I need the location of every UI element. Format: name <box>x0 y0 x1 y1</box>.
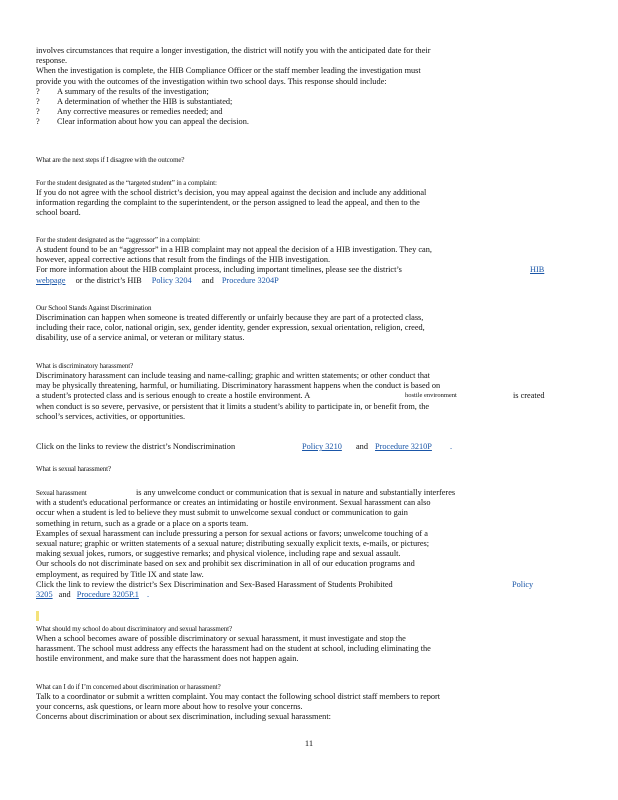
body-line: something in return, such as a grade or a place on a sports team. <box>36 518 249 528</box>
body-text: and <box>58 590 71 600</box>
bullet-marker: ? <box>36 86 40 96</box>
subheading: For the student designated as the “targeted student” in a complaint: <box>36 179 217 187</box>
aggressor-block <box>36 236 556 286</box>
body-line: making sexual jokes, rumors, or suggestive remarks; and physical violence, including rape and sexual assault. <box>36 549 401 559</box>
body-line: If you do not agree with the school district’s decision, you may appeal against the decision and include any additional <box>36 188 427 197</box>
body-text: . <box>450 442 453 451</box>
body-line: sexual nature; graphic or written statements of a sexual nature; distributing sexually explicit texts, e-mails, or pictures; <box>36 539 430 549</box>
more-info-text: For more information about the HIB complaint process, including important timelines, please see the district’s <box>36 265 402 275</box>
body-line: your concerns, ask questions, or learn more about how to resolve your concerns. <box>36 702 303 712</box>
body-line <box>36 590 556 600</box>
body-text: . <box>147 590 150 600</box>
intro-line: response. <box>36 56 68 66</box>
bullet-item <box>36 87 556 97</box>
procedure-3204p-link[interactable]: Procedure 3204P <box>221 275 279 285</box>
bullet-text: Clear information about how you can appeal the decision. <box>57 117 249 127</box>
bullet-marker: ? <box>36 97 40 107</box>
body-line: hostile environment, and make sure that the harassment does not happen again. <box>36 654 299 664</box>
body-line: Our schools do not discriminate based on sex and prohibit sex discrimination in all of our education programs and <box>36 559 415 569</box>
bullet-item <box>36 117 556 127</box>
body-text: is created <box>513 391 545 401</box>
body-text: or the district’s HIB <box>75 275 142 285</box>
bullet-item <box>36 107 556 117</box>
body-line <box>36 488 556 498</box>
body-line <box>36 442 556 452</box>
procedure-3210p-link[interactable]: Procedure 3210P <box>375 442 432 451</box>
targeted-block <box>36 179 556 219</box>
intro-section <box>36 46 556 128</box>
hostile-environment-term: hostile environment <box>405 392 457 400</box>
body-line: may be physically threatening, harmful, or humiliating. Discriminatory harassment happens when the conduct is based on <box>36 381 441 391</box>
body-text: and <box>201 275 214 285</box>
body-line: occur when a student is led to believe they must submit to unwelcome sexual conduct or communication to gain <box>36 508 408 518</box>
body-line: with a student's educational performance or creates an intimidating or hostile environment. Sexual harassment can also <box>36 498 431 508</box>
intro-line: involves circumstances that require a longer investigation, the district will notify you with the anticipated date for their <box>36 46 431 55</box>
body-line <box>36 276 556 286</box>
body-line: Talk to a coordinator or submit a written complaint. You may contact the following school district staff members to report <box>36 692 441 701</box>
page-number: 11 <box>304 738 314 748</box>
school-response-section <box>36 625 556 665</box>
body-line: Examples of sexual harassment can include pressuring a person for sexual actions or favors; unwelcome touching of a <box>36 528 428 538</box>
webpage-link[interactable]: webpage <box>36 275 66 285</box>
body-line: employment, as required by Title IX and state law. <box>36 569 204 579</box>
section-heading: What should my school do about discriminatory and sexual harassment? <box>36 625 232 633</box>
sexual-harassment-section <box>36 488 556 600</box>
text-highlight-mark <box>36 611 39 621</box>
sexual-harassment-heading-block <box>36 465 556 474</box>
section-heading: What can I do if I’m concerned about discrimination or harassment? <box>36 683 221 691</box>
bullet-marker: ? <box>36 107 40 117</box>
section-heading: What are the next steps if I disagree with the outcome? <box>36 156 185 164</box>
bullet-text: Any corrective measures or remedies needed; and <box>57 107 223 117</box>
body-text: a student’s protected class and is serious enough to create a hostile environment. A <box>36 391 311 401</box>
body-line: however, appeal corrective actions that result from the findings of the HIB investigation. <box>36 255 331 265</box>
body-line: school’s services, activities, or opportunities. <box>36 411 186 421</box>
body-line: including their race, color, national origin, sex, gender identity, gender expression, sexual orientation, religion, creed, <box>36 323 425 333</box>
policy-3204-link[interactable]: Policy 3204 <box>151 275 192 285</box>
harassment-links-line <box>36 442 556 452</box>
body-text: is any unwelcome conduct or communication that is sexual in nature and substantially interferes <box>136 488 456 497</box>
intro-line: provide you with the outcomes of the investigation within two school days. This response should include: <box>36 76 387 86</box>
body-text: Click the link to review the district’s Sex Discrimination and Sex-Based Harassment of Students Prohibited <box>36 579 393 589</box>
body-line: Discriminatory harassment can include teasing and name-calling; graphic and written statements; or other conduct that <box>36 371 430 380</box>
body-line: information regarding the complaint to the superintendent, or the person assigned to lead the appeal, and then to the <box>36 198 420 208</box>
body-text: and <box>356 442 368 451</box>
section-heading: Our School Stands Against Discrimination <box>36 304 152 312</box>
body-line: when conduct is so severe, pervasive, or persistent that it limits a student’s ability to participate in, or benefit from, the <box>36 401 430 411</box>
body-line: Discrimination can happen when someone is treated differently or unfairly because they are part of a protected class, <box>36 313 424 322</box>
discrimination-section <box>36 304 556 344</box>
section-heading: What is sexual harassment? <box>36 465 111 473</box>
subheading: For the student designated as the “aggressor” in a complaint: <box>36 236 200 244</box>
section-heading: What is discriminatory harassment? <box>36 362 134 370</box>
bullet-marker: ? <box>36 117 40 127</box>
intro-line: When the investigation is complete, the HIB Compliance Officer or the staff member leading the investigation must <box>36 66 421 76</box>
policy-3205-link[interactable]: Policy <box>512 579 534 589</box>
procedure-3205p1-link[interactable]: Procedure 3205P.1 <box>76 590 139 600</box>
bullet-item <box>36 97 556 107</box>
body-line <box>36 391 556 401</box>
body-line: school board. <box>36 208 81 218</box>
body-line: Concerns about discrimination or about sex discrimination, including sexual harassment: <box>36 712 331 722</box>
hib-link[interactable]: HIB <box>530 265 545 275</box>
policy-3205-link-cont[interactable]: 3205 <box>36 590 53 600</box>
policy-3210-link[interactable]: Policy 3210 <box>302 442 342 451</box>
sexual-harassment-term: Sexual harassment <box>36 489 87 497</box>
body-line: When a school becomes aware of possible discriminatory or sexual harassment, it must investigate and stop the <box>36 634 406 643</box>
body-line <box>36 265 556 275</box>
body-line <box>36 580 556 590</box>
concerns-section <box>36 683 556 723</box>
harassment-section <box>36 362 556 422</box>
body-text: Click on the links to review the district’s Nondiscrimination <box>36 442 236 451</box>
body-line: harassment. The school must address any effects the harassment had on the student at school, including eliminating the <box>36 644 431 654</box>
bullet-text: A summary of the results of the investigation; <box>57 86 209 96</box>
body-line: A student found to be an “aggressor” in a HIB complaint may not appeal the decision of a HIB investigation. They can, <box>36 245 432 254</box>
bullet-text: A determination of whether the HIB is substantiated; <box>57 97 233 107</box>
body-line: disability, use of a service animal, or veteran or military status. <box>36 333 245 343</box>
next-steps-section <box>36 156 556 165</box>
